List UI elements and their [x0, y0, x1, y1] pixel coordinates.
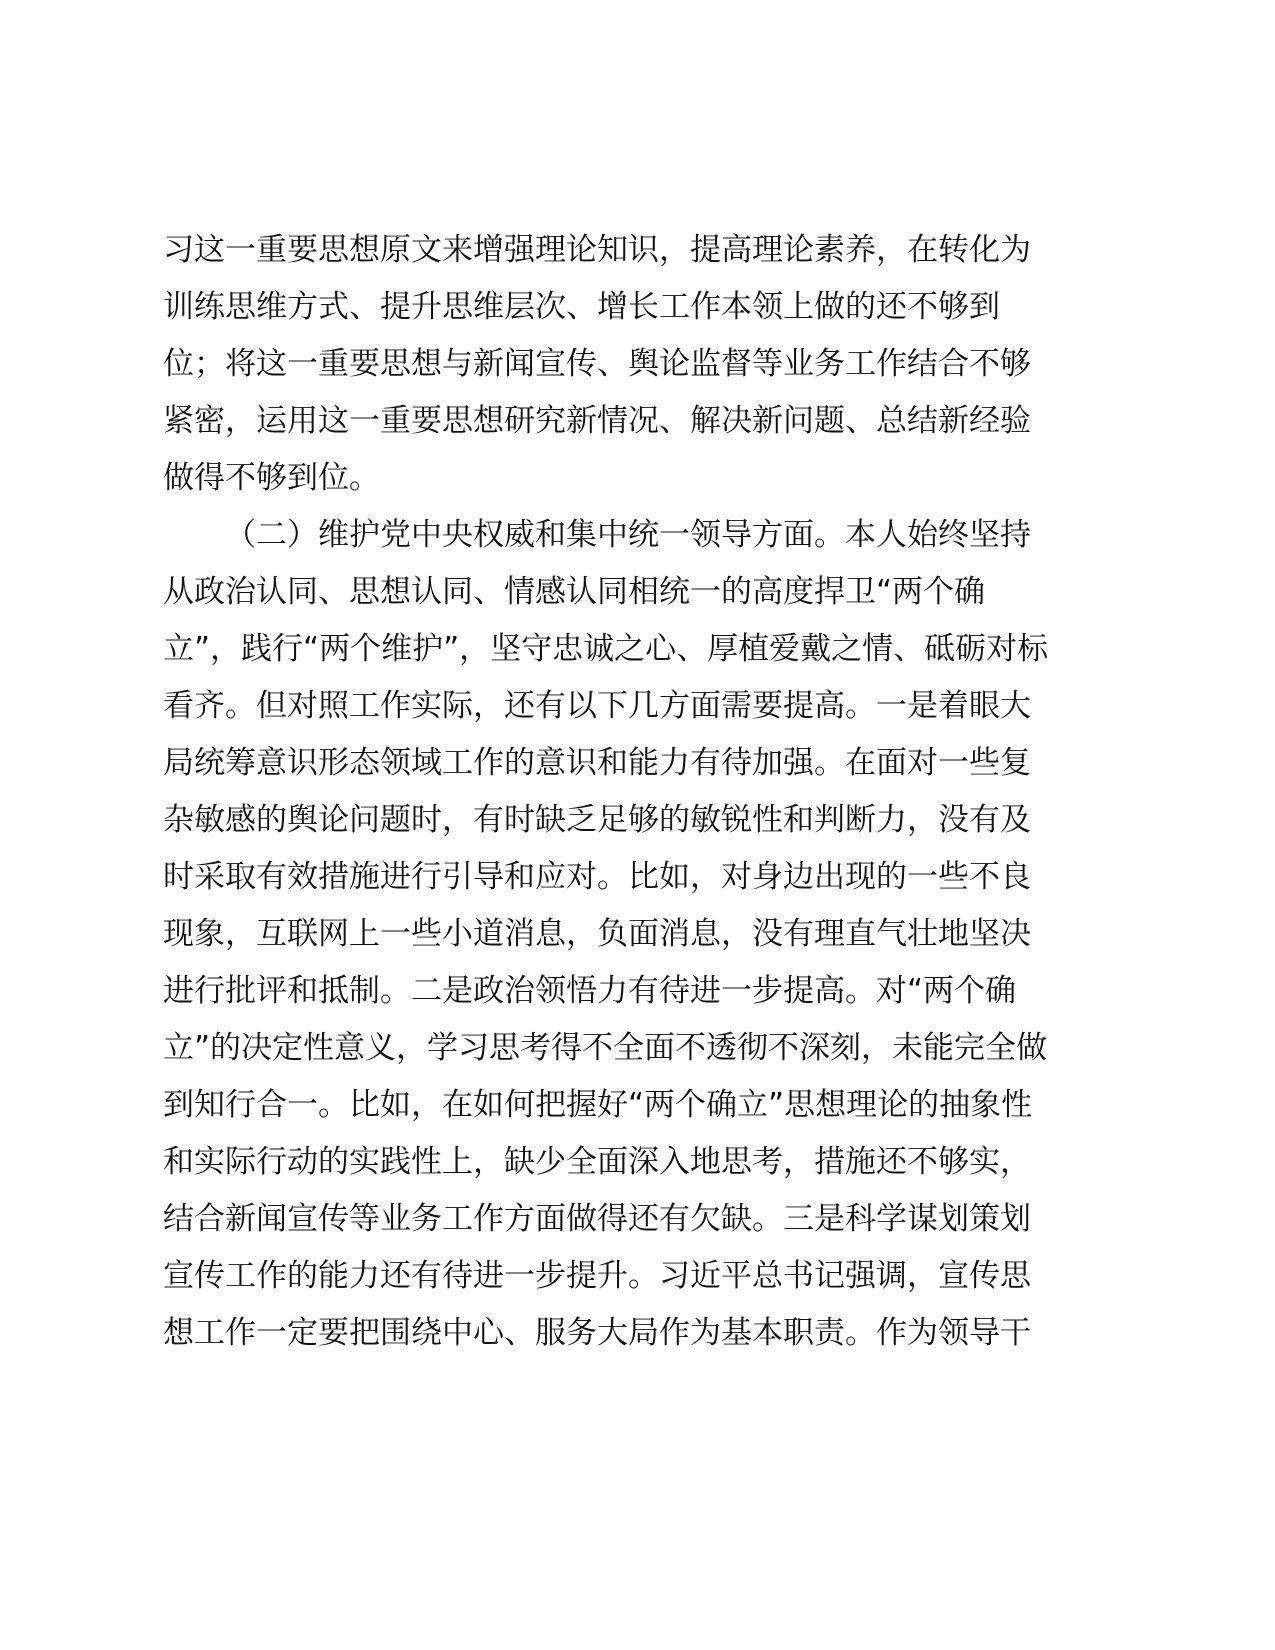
text-line: 做得不够到位。 — [163, 460, 380, 496]
paragraph-section-two — [163, 507, 1113, 1362]
text-line: 习这一重要思想原文来增强理论知识，提高理论素养，在转化为 — [163, 232, 1031, 268]
text-line: 想工作一定要把围绕中心、服务大局作为基本职责。作为领导干 — [163, 1315, 1031, 1351]
text-line: 结合新闻宣传等业务工作方面做得还有欠缺。三是科学谋划策划 — [163, 1201, 1031, 1237]
body-text — [163, 222, 1113, 1362]
paragraph-continued — [163, 222, 1113, 507]
text-line: 局统筹意识形态领域工作的意识和能力有待加强。在面对一些复 — [163, 745, 1031, 781]
text-line: 看齐。但对照工作实际，还有以下几方面需要提高。一是着眼大 — [163, 688, 1031, 724]
text-line: 位；将这一重要思想与新闻宣传、舆论监督等业务工作结合不够 — [163, 346, 1031, 382]
section-heading-line: （二）维护党中央权威和集中统一领导方面。本人始终坚持 — [225, 517, 1031, 553]
text-line: 时采取有效措施进行引导和应对。比如，对身边出现的一些不良 — [163, 859, 1031, 895]
text-line: 从政治认同、思想认同、情感认同相统一的高度捍卫“两个确 — [163, 574, 986, 610]
text-line: 杂敏感的舆论问题时，有时缺乏足够的敏锐性和判断力，没有及 — [163, 802, 1031, 838]
text-line: 和实际行动的实践性上，缺少全面深入地思考，措施还不够实， — [163, 1144, 1031, 1180]
text-line: 训练思维方式、提升思维层次、增长工作本领上做的还不够到 — [163, 289, 1000, 325]
text-line: 到知行合一。比如，在如何把握好“两个确立”思想理论的抽象性 — [163, 1087, 1033, 1123]
text-line: 立”，践行“两个维护”，坚守忠诚之心、厚植爱戴之情、砥砺对标 — [163, 631, 1049, 667]
text-line: 现象，互联网上一些小道消息，负面消息，没有理直气壮地坚决 — [163, 916, 1031, 952]
text-line: 宣传工作的能力还有待进一步提升。习近平总书记强调，宣传思 — [163, 1258, 1031, 1294]
text-line: 立”的决定性意义，学习思考得不全面不透彻不深刻，未能完全做 — [163, 1030, 1048, 1066]
text-line: 紧密，运用这一重要思想研究新情况、解决新问题、总结新经验 — [163, 403, 1031, 439]
text-line: 进行批评和抵制。二是政治领悟力有待进一步提高。对“两个确 — [163, 973, 1017, 1009]
